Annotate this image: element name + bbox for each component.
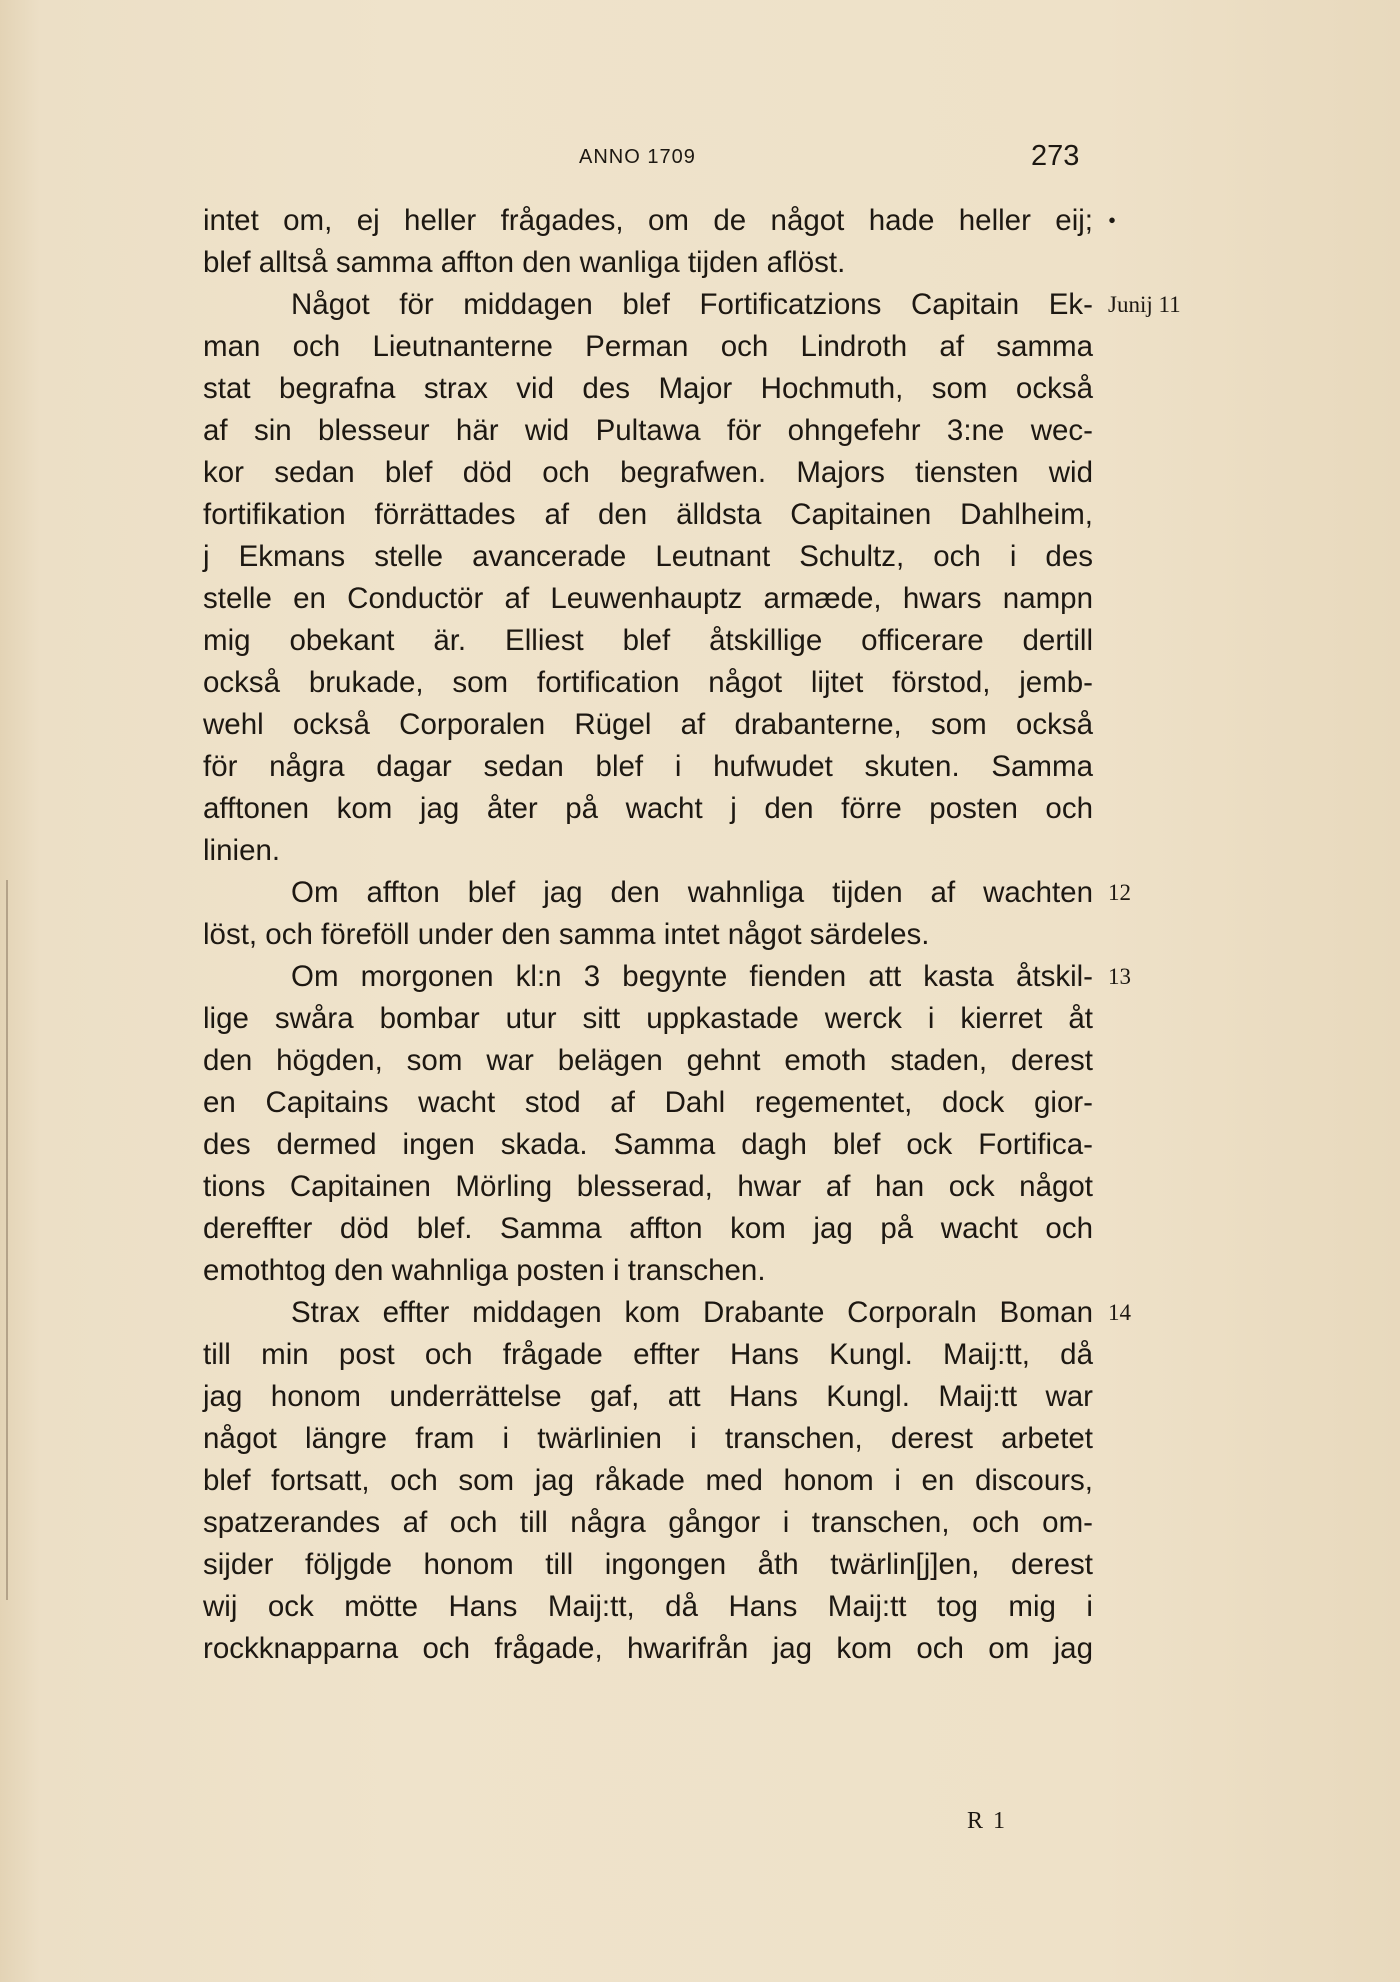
text-line: [203, 788, 1093, 830]
line-text: tions Capitainen Mörling blesserad, hwar af han ock något: [203, 1170, 1093, 1203]
text-line: [203, 410, 1093, 452]
text-line: [203, 578, 1093, 620]
text-line: [203, 1418, 1093, 1460]
line-text: spatzerandes af och till några gångor i transchen, och om-: [203, 1506, 1093, 1539]
line-text: Om morgonen kl:n 3 begynte fienden att kasta åtskil-: [291, 960, 1093, 993]
text-line: [203, 1292, 1131, 1334]
line-text: stelle en Conductör af Leuwenhauptz armæde, hwars nampn: [203, 582, 1093, 615]
text-line: [203, 1166, 1093, 1208]
line-text: löst, och föreföll under den samma intet något särdeles.: [203, 918, 930, 951]
text-line: [203, 1460, 1093, 1502]
margin-date: 12: [1108, 880, 1131, 905]
line-text: Strax effter middagen kom Drabante Corporaln Boman: [291, 1296, 1093, 1329]
line-text: j Ekmans stelle avancerade Leutnant Schultz, och i des: [203, 540, 1093, 573]
line-text: rockknapparna och frågade, hwarifrån jag kom och om jag: [203, 1632, 1093, 1665]
running-head: ANNO 1709: [579, 146, 696, 168]
text-line: [203, 746, 1093, 788]
text-line: [203, 200, 1117, 242]
text-line: [203, 662, 1093, 704]
text-line: [203, 1628, 1093, 1670]
line-text: wehl också Corporalen Rügel af drabanterne, som också: [203, 708, 1093, 741]
text-line: [203, 1040, 1093, 1082]
text-line: [203, 1082, 1093, 1124]
margin-date: •: [1108, 208, 1117, 233]
line-text: Något för middagen blef Fortificatzions Capitain Ek-: [291, 288, 1093, 321]
line-text: jag honom underrättelse gaf, att Hans Kungl. Maij:tt war: [203, 1380, 1093, 1413]
line-text: dereffter död blef. Samma affton kom jag på wacht och: [203, 1212, 1093, 1245]
line-text: emothtog den wahnliga posten i transchen.: [203, 1254, 766, 1287]
line-text: wij ock mötte Hans Maij:tt, då Hans Maij:tt tog mig i: [203, 1590, 1093, 1623]
text-line: [203, 326, 1093, 368]
text-line: [203, 704, 1093, 746]
line-text: stat begrafna strax vid des Major Hochmuth, som också: [203, 372, 1093, 405]
text-line: [203, 872, 1131, 914]
margin-date: 13: [1108, 964, 1131, 989]
line-text: också brukade, som fortification något lijtet förstod, jemb-: [203, 666, 1093, 699]
line-text: en Capitains wacht stod af Dahl regementet, dock gior-: [203, 1086, 1093, 1119]
text-line: [203, 830, 1093, 872]
line-text: linien.: [203, 834, 281, 867]
text-line: [203, 1334, 1093, 1376]
line-text: blef fortsatt, och som jag råkade med honom i en discours,: [203, 1464, 1093, 1497]
text-line: [203, 998, 1093, 1040]
signature-mark: R 1: [967, 1808, 1008, 1834]
body-text: [203, 200, 1181, 1670]
text-line: [203, 1208, 1093, 1250]
text-line: [203, 1502, 1093, 1544]
line-text: man och Lieutnanterne Perman och Lindroth af samma: [203, 330, 1093, 363]
line-text: Om affton blef jag den wahnliga tijden af wachten: [291, 876, 1093, 909]
text-line: [203, 452, 1093, 494]
margin-date: Junij 11: [1108, 292, 1181, 317]
text-line: [203, 956, 1131, 998]
text-line: [203, 284, 1181, 326]
line-text: till min post och frågade effter Hans Kungl. Maij:tt, då: [203, 1338, 1093, 1371]
text-line: [203, 1124, 1093, 1166]
text-line: [203, 620, 1093, 662]
line-text: kor sedan blef död och begrafwen. Majors tiensten wid: [203, 456, 1093, 489]
line-text: blef alltså samma affton den wanliga tijden aflöst.: [203, 246, 846, 279]
line-text: något längre fram i twärlinien i transchen, derest arbetet: [203, 1422, 1093, 1455]
line-text: mig obekant är. Elliest blef åtskillige officerare dertill: [203, 624, 1093, 657]
line-text: för några dagar sedan blef i hufwudet skuten. Samma: [203, 750, 1093, 783]
line-text: afftonen kom jag åter på wacht j den förre posten och: [203, 792, 1093, 825]
page-header: [0, 140, 1400, 180]
binding-shadow: [6, 880, 8, 1600]
line-text: sijder följgde honom till ingongen åth twärlin[j]en, derest: [203, 1548, 1093, 1581]
line-text: lige swåra bombar utur sitt uppkastade werck i kierret åt: [203, 1002, 1093, 1035]
line-text: intet om, ej heller frågades, om de något hade heller eij;: [203, 204, 1093, 237]
page-number: 273: [1031, 140, 1080, 172]
text-line: [203, 1586, 1093, 1628]
text-line: [203, 914, 1093, 956]
margin-date: 14: [1108, 1300, 1131, 1325]
text-line: [203, 1250, 1093, 1292]
line-text: den högden, som war belägen gehnt emoth staden, derest: [203, 1044, 1093, 1077]
text-line: [203, 242, 1093, 284]
text-line: [203, 368, 1093, 410]
line-text: fortifikation förrättades af den älldsta Capitainen Dahlheim,: [203, 498, 1093, 531]
line-text: af sin blesseur här wid Pultawa för ohngefehr 3:ne wec-: [203, 414, 1093, 447]
text-line: [203, 494, 1093, 536]
text-line: [203, 1544, 1093, 1586]
text-line: [203, 1376, 1093, 1418]
text-line: [203, 536, 1093, 578]
line-text: des dermed ingen skada. Samma dagh blef ock Fortifica-: [203, 1128, 1093, 1161]
